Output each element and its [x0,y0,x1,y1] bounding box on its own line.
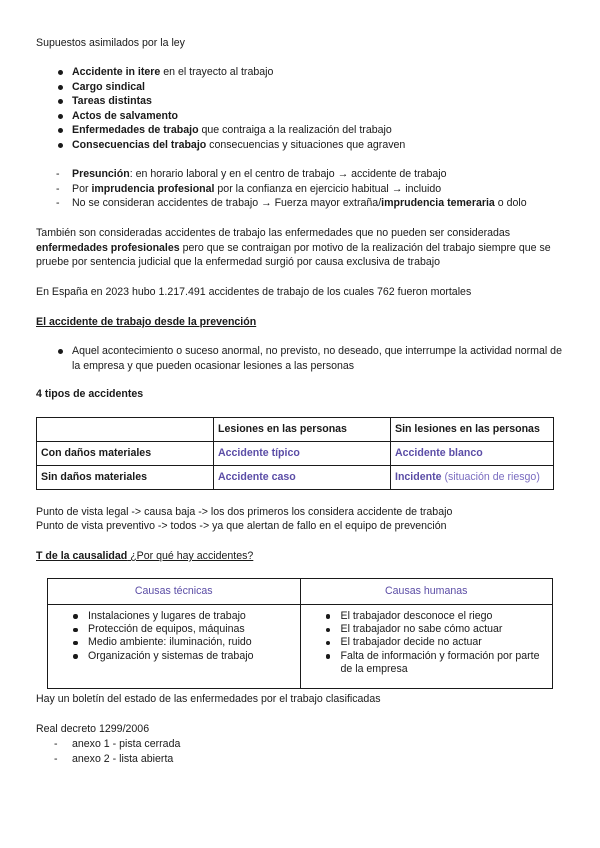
intro-title: Supuestos asimilados por la ley [36,37,185,49]
list-item: - No se consideran accidentes de trabajo → Fuerza mayor extraña/imprudencia temeraria o dolo [36,196,564,211]
list-item: Medio ambiente: iluminación, ruido [54,636,294,649]
viewpoint-legal: Punto de vista legal -> causa baja -> los dos primeros los considera accidente de trabajo [36,506,453,518]
causality-heading: T de la causalidad ¿Por qué hay accidentes? [36,550,254,562]
list-item: Consecuencias del trabajo consecuencias y situaciones que agraven [36,138,564,153]
list-item: Protección de equipos, máquinas [54,623,294,636]
human-causes-cell [300,604,553,688]
column-header: Causas técnicas [48,579,301,605]
stats-paragraph: En España en 2023 hubo 1.217.491 accidentes de trabajo de los cuales 762 fueron mortales [36,286,472,298]
table-row [37,442,554,466]
table-cell [37,418,214,442]
decree-title: Real decreto 1299/2006 [36,723,150,735]
types-heading: 4 tipos de accidentes [36,388,144,400]
table-cell: Accidente típico [214,442,391,466]
diseases-paragraph: También son consideradas accidentes de trabajo las enfermedades que no pueden ser consideradas enfermedades profesionales pero que se contraigan por motivo de la realización del trabajo siempre que se pruebe por sentencia judicial que la enfermedad surgió por causa exclusiva de trabajo [36,227,551,269]
list-item: Instalaciones y lugares de trabajo [54,610,294,623]
list-item: - anexo 1 - pista cerrada [36,737,564,752]
list-item: - Por imprudencia profesional por la confianza en ejercicio habitual → incluido [36,182,564,197]
table-cell: Accidente blanco [391,442,554,466]
table-cell: Incidente (situación de riesgo) [391,466,554,490]
table-row [37,466,554,490]
list-item: Tareas distintas [36,94,564,109]
list-item: El trabajador decide no actuar [307,636,547,649]
list-item: Aquel acontecimiento o suceso anormal, no previsto, no deseado, que interrumpe la actividad normal de la empresa y que pueden ocasionar lesiones a las personas [36,344,564,373]
list-item: Enfermedades de trabajo que contraiga a la realización del trabajo [36,123,564,138]
column-header: Sin lesiones en las personas [391,418,554,442]
list-item: Cargo sindical [36,80,564,95]
column-header: Lesiones en las personas [214,418,391,442]
row-header: Sin daños materiales [37,466,214,490]
prevention-definition-list [36,344,564,373]
column-header: Causas humanas [300,579,553,605]
bulletin-paragraph: Hay un boletín del estado de las enfermedades por el trabajo clasificadas [36,693,381,705]
list-item: - anexo 2 - lista abierta [36,752,564,767]
list-item: Actos de salvamento [36,109,564,124]
table-row [48,604,553,688]
table-row [48,579,553,605]
prevention-heading: El accidente de trabajo desde la prevención [36,316,257,328]
viewpoint-preventive: Punto de vista preventivo -> todos -> ya que alertan de fallo en el equipo de prevención [36,520,447,532]
notes-list [36,167,564,211]
decree-list [36,737,564,766]
list-item: El trabajador no sabe cómo actuar [307,623,547,636]
table-cell: Accidente caso [214,466,391,490]
assimilated-list [36,65,564,153]
technical-causes-cell [48,604,301,688]
list-item: - Presunción: en horario laboral y en el centro de trabajo → accidente de trabajo [36,167,564,182]
row-header: Con daños materiales [37,442,214,466]
list-item: El trabajador desconoce el riego [307,610,547,623]
list-item: Accidente in itere en el trayecto al trabajo [36,65,564,80]
accident-types-table [36,417,554,490]
table-row [37,418,554,442]
list-item: Organización y sistemas de trabajo [54,650,294,663]
list-item: Falta de información y formación por parte de la empresa [307,650,547,677]
causality-table [47,578,553,689]
